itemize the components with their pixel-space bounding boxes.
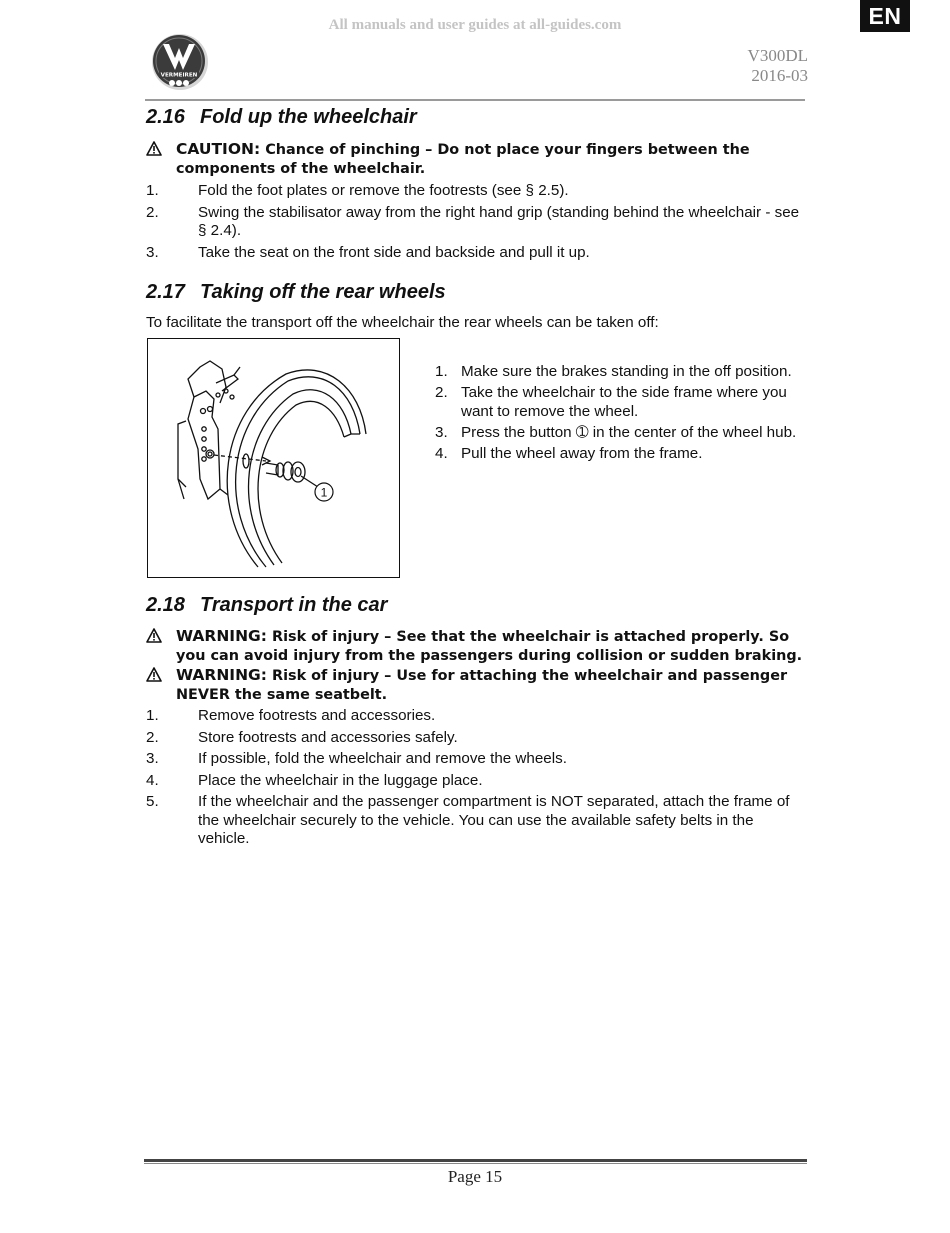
language-badge: EN xyxy=(860,0,910,32)
wheel-removal-steps xyxy=(435,362,805,465)
warning-notice xyxy=(146,666,806,705)
watermark: All manuals and user guides at all-guides.com xyxy=(328,17,622,33)
header-divider xyxy=(145,99,805,101)
list-item: 3. Take the seat on the front side and backside and pull it up. xyxy=(146,243,590,261)
caution-keyword: CAUTION: xyxy=(176,140,261,158)
warning-notice xyxy=(146,627,806,666)
warning-text: Risk of injury – See that the wheelchair is attached properly. So you can avoid injury from the passengers during collision or sudden braking. xyxy=(176,629,803,664)
section-intro: To facilitate the transport off the wheelchair the rear wheels can be taken off: xyxy=(146,314,659,331)
rear-wheel-figure xyxy=(147,338,400,578)
section-2-18-heading xyxy=(146,594,387,617)
callout-number: 1 xyxy=(320,485,328,500)
warning-triangle-icon xyxy=(146,628,162,643)
section-title: Transport in the car xyxy=(200,594,388,616)
list-item: 3. Press the button ➀ in the center of the wheel hub. xyxy=(435,424,797,441)
list-item: 2. Store footrests and accessories safely. xyxy=(146,728,458,746)
logo-text: VERMEIREN xyxy=(160,72,198,79)
caution-notice xyxy=(146,140,806,179)
warning-triangle-icon xyxy=(146,141,162,156)
list-item: 3. If possible, fold the wheelchair and remove the wheels. xyxy=(146,750,567,767)
list-item: 2. Take the wheelchair to the side frame where you want to remove the wheel. xyxy=(435,384,787,420)
warning-keyword: WARNING: xyxy=(176,666,267,684)
model-number: V300DL xyxy=(747,46,808,65)
caution-text: Chance of pinching – Do not place your fingers between the components of the wheelchair. xyxy=(176,142,750,177)
list-item: 4. Pull the wheel away from the frame. xyxy=(435,445,703,462)
page-number: Page 15 xyxy=(447,1167,503,1186)
section-title: Fold up the wheelchair xyxy=(200,106,417,128)
section-title: Taking off the rear wheels xyxy=(200,281,446,303)
wheel-removal-illustration xyxy=(148,339,399,577)
footer-divider-thin xyxy=(144,1163,807,1164)
document-date: 2016-03 xyxy=(751,66,808,85)
list-item: 1. Make sure the brakes standing in the off position. xyxy=(435,363,792,380)
list-item: 4. Place the wheelchair in the luggage place. xyxy=(146,771,483,789)
list-item: 2. Swing the stabilisator away from the right hand grip (standing behind the wheelchair - see § 2.4). xyxy=(146,203,800,239)
footer-divider xyxy=(144,1159,807,1162)
warning-keyword: WARNING: xyxy=(176,627,267,645)
list-item: 1. Remove footrests and accessories. xyxy=(146,707,436,724)
list-item: 1. Fold the foot plates or remove the footrests (see § 2.5). xyxy=(146,182,569,199)
warning-text: Risk of injury – Use for attaching the wheelchair and passenger NEVER the same seatbelt. xyxy=(176,668,788,703)
section-number: 2.16 xyxy=(146,106,185,128)
section-2-16-heading xyxy=(146,106,417,129)
section-number: 2.17 xyxy=(146,281,185,303)
fold-steps-list xyxy=(146,182,808,265)
section-2-17-heading xyxy=(146,281,446,304)
warning-triangle-icon xyxy=(146,667,162,682)
transport-steps-list xyxy=(146,707,808,852)
vermeiren-logo xyxy=(150,32,210,92)
section-number: 2.18 xyxy=(146,594,185,616)
list-item: 5. If the wheelchair and the passenger compartment is NOT separated, attach the frame of the wheelchair securely to the vehicle. You can use the available safety belts in the vehicle. xyxy=(146,793,790,847)
